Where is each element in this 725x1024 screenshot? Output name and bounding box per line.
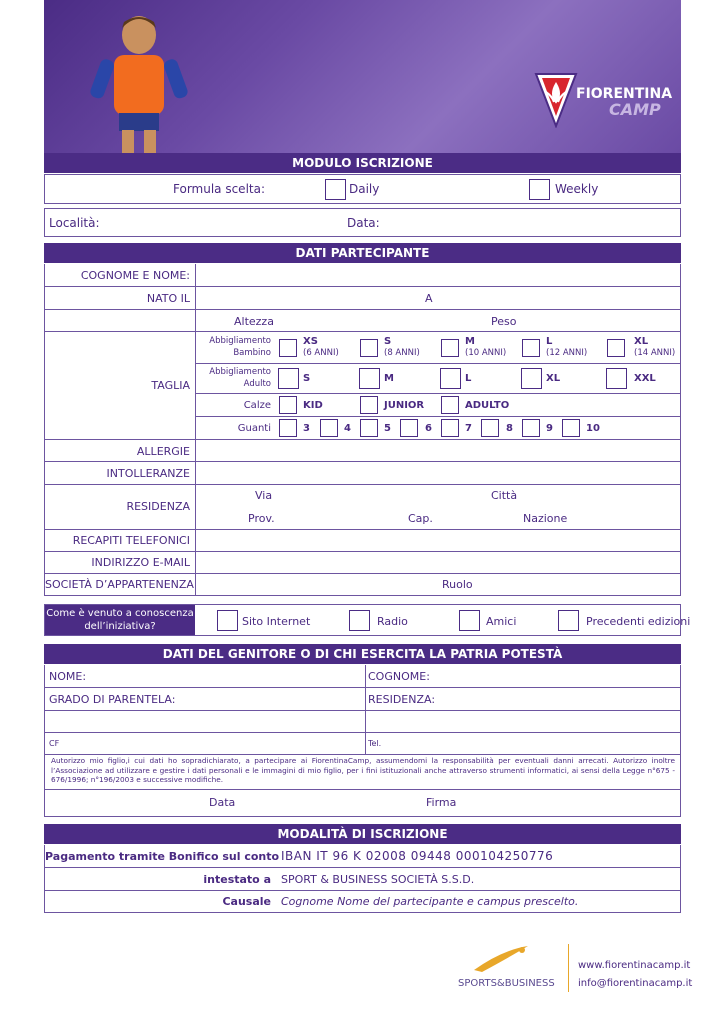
adult-xxl-checkbox[interactable]: [606, 368, 627, 389]
child-photo: [84, 10, 194, 153]
luogo-label: A: [425, 292, 433, 305]
causale-label: Causale: [222, 895, 271, 908]
email-label: INDIRIZZO E-MAIL: [91, 556, 190, 569]
formula-row: [44, 174, 681, 204]
section-title-modulo: MODULO ISCRIZIONE: [44, 153, 681, 173]
size-s-checkbox[interactable]: [360, 339, 378, 357]
intestato-value: SPORT & BUSINESS SOCIETÀ S.S.D.: [281, 873, 475, 886]
size-age: (6 ANNI): [303, 348, 339, 358]
guanti-10-checkbox[interactable]: [562, 419, 580, 437]
radio-checkbox[interactable]: [349, 610, 370, 631]
residenza-label: RESIDENZA: [126, 500, 190, 513]
size-age: (14 ANNI): [634, 348, 676, 358]
cf-label: CF: [49, 739, 60, 748]
adult-m-checkbox[interactable]: [359, 368, 380, 389]
size-label: M: [465, 336, 475, 347]
abb-bambino-label-1: Abbigliamento: [209, 336, 271, 346]
intolleranze-label: INTOLLERANZE: [106, 467, 190, 480]
guanti-8-checkbox[interactable]: [481, 419, 499, 437]
grado-label: GRADO DI PARENTELA:: [49, 693, 176, 706]
cognome-label: COGNOME:: [368, 670, 430, 683]
firma-label: Firma: [426, 796, 457, 809]
calze-size-label: KID: [303, 400, 323, 411]
conoscenza-question: Come è venuto a conoscenza dell’iniziativa?: [45, 605, 195, 635]
guanti-size-label: 5: [384, 423, 391, 434]
pagamento-label: Pagamento tramite Bonifico sul conto: [45, 850, 280, 863]
adult-size-label: L: [465, 373, 472, 384]
guanti-4-checkbox[interactable]: [320, 419, 338, 437]
adult-xl-checkbox[interactable]: [521, 368, 542, 389]
iban-value: IBAN IT 96 K 02008 09448 000104250776: [281, 849, 554, 863]
cognome-nome-label: COGNOME E NOME:: [80, 269, 190, 282]
formula-label: Formula scelta:: [173, 182, 266, 196]
calze-junior-checkbox[interactable]: [360, 396, 378, 414]
participant-table: [44, 264, 681, 596]
prov-label: Prov.: [248, 512, 275, 525]
guanti-5-checkbox[interactable]: [360, 419, 378, 437]
calze-label: Calze: [243, 400, 271, 411]
ruolo-label: Ruolo: [442, 578, 473, 591]
guanti-3-checkbox[interactable]: [279, 419, 297, 437]
option-label: Precedenti edizioni: [586, 615, 691, 628]
via-label: Via: [255, 489, 273, 502]
sports-business-logo-swoosh: [472, 944, 532, 974]
citta-label: Città: [491, 489, 518, 502]
footer-web[interactable]: www.fiorentinacamp.it: [578, 960, 691, 971]
section-title-modalita: MODALITÀ DI ISCRIZIONE: [44, 824, 681, 844]
calze-size-label: ADULTO: [465, 400, 510, 411]
size-label: XS: [303, 336, 318, 347]
modalita-table: [44, 845, 681, 913]
header-banner: [44, 0, 681, 153]
calze-size-label: JUNIOR: [384, 400, 425, 411]
causale-value: Cognome Nome del partecipante e campus prescelto.: [281, 895, 579, 908]
data-label: Data:: [347, 216, 380, 230]
sponsor-name: SPORTS&BUSINESS: [458, 978, 555, 989]
cap-label: Cap.: [408, 512, 433, 525]
conoscenza-row: [44, 604, 691, 636]
allergie-label: ALLERGIE: [136, 445, 190, 458]
guanti-size-label: 8: [506, 423, 513, 434]
adult-size-label: XL: [546, 373, 561, 384]
footer-divider: [568, 944, 569, 992]
guanti-9-checkbox[interactable]: [522, 419, 540, 437]
footer-mail[interactable]: info@fiorentinacamp.it: [578, 978, 693, 989]
nato-il-label: NATO IL: [146, 292, 190, 305]
peso-label: Peso: [491, 315, 517, 328]
guanti-size-label: 9: [546, 423, 553, 434]
adult-size-label: M: [384, 373, 394, 384]
brand-name: FIORENTINA: [576, 86, 673, 102]
section-title-partecipante: DATI PARTECIPANTE: [44, 243, 681, 263]
guanti-6-checkbox[interactable]: [400, 419, 418, 437]
intestato-label: intestato a: [203, 873, 271, 886]
sito-internet-checkbox[interactable]: [217, 610, 238, 631]
guanti-size-label: 7: [465, 423, 472, 434]
weekly-label: Weekly: [555, 182, 599, 196]
adult-size-label: S: [303, 373, 311, 384]
genitore-table: [44, 665, 681, 817]
residenza-genitore-label: RESIDENZA:: [368, 693, 436, 706]
size-xs-checkbox[interactable]: [279, 339, 297, 357]
size-label: XL: [634, 336, 649, 347]
size-m-checkbox[interactable]: [441, 339, 459, 357]
amici-checkbox[interactable]: [459, 610, 480, 631]
consenso-text: Autorizzo mio figlio,i cui dati ho sopradichiarato, a partecipare ai FiorentinaCamp, assumendomi la responsabilità per eventuali danni arrecati. Autorizzo inoltre l’Associazione ad utilizzare e gestire i dati personali e le immagini di mio figlio, per i fini istituzionali anche attraverso strumenti informatici, ai sensi della Legge n°675 - 676/1996; n°196/2003 e successive modifiche.: [51, 756, 675, 784]
brand-sub: CAMP: [609, 100, 661, 119]
size-label: L: [546, 336, 553, 347]
localita-label: Località:: [49, 216, 100, 230]
guanti-size-label: 3: [303, 423, 310, 434]
guanti-size-label: 4: [344, 423, 351, 434]
nome-label: NOME:: [49, 670, 87, 683]
size-xl-checkbox[interactable]: [607, 339, 625, 357]
societa-label: SOCIETÀ D’APPARTENENZA: [45, 578, 194, 591]
nazione-label: Nazione: [523, 512, 568, 525]
guanti-size-label: 6: [425, 423, 432, 434]
calze-kid-checkbox[interactable]: [279, 396, 297, 414]
weekly-checkbox[interactable]: [529, 179, 550, 200]
size-l-checkbox[interactable]: [522, 339, 540, 357]
daily-checkbox[interactable]: [325, 179, 346, 200]
adult-size-label: XXL: [634, 373, 656, 384]
guanti-label: Guanti: [237, 423, 271, 434]
section-title-genitore: DATI DEL GENITORE O DI CHI ESERCITA LA PATRIA POTESTÀ: [44, 644, 681, 664]
adult-l-checkbox[interactable]: [440, 368, 461, 389]
size-label: S: [384, 336, 392, 347]
taglia-label: TAGLIA: [151, 379, 190, 392]
fiorentina-lily-logo: [534, 72, 578, 128]
size-age: (8 ANNI): [384, 348, 420, 358]
calze-adulto-checkbox[interactable]: [441, 396, 459, 414]
altezza-label: Altezza: [234, 315, 274, 328]
recapiti-label: RECAPITI TELEFONICI: [72, 534, 190, 547]
size-age: (10 ANNI): [465, 348, 507, 358]
option-label: Sito Internet: [242, 615, 311, 628]
abb-adulto-label-2: Adulto: [243, 379, 271, 389]
size-age: (12 ANNI): [546, 348, 588, 358]
adult-s-checkbox[interactable]: [278, 368, 299, 389]
guanti-size-label: 10: [586, 423, 600, 434]
guanti-7-checkbox[interactable]: [441, 419, 459, 437]
tel-label: Tel.: [368, 739, 382, 748]
daily-label: Daily: [349, 182, 380, 196]
abb-adulto-label-1: Abbigliamento: [209, 367, 271, 377]
abb-bambino-label-2: Bambino: [233, 348, 271, 358]
option-label: Amici: [486, 615, 517, 628]
precedenti-edizioni-checkbox[interactable]: [558, 610, 579, 631]
data-firma-label: Data: [209, 796, 236, 809]
option-label: Radio: [377, 615, 408, 628]
localita-row: [44, 208, 681, 237]
